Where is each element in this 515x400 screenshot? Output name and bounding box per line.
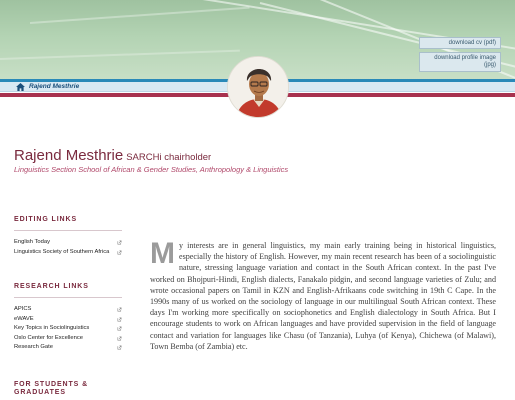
sidebar-link-oslo-center[interactable] [14,334,122,344]
research-links-heading: RESEARCH LINKS [14,283,122,298]
sidebar-link-label: APICS [14,306,32,312]
sidebar-link-english-today[interactable] [14,238,122,248]
profile-avatar [227,56,289,118]
research-links-list [14,305,122,353]
external-link-icon [117,317,122,322]
profile-photo [228,57,289,118]
external-link-icon [117,307,122,312]
sidebar-link-label: Linguistics Society of Southern Africa [14,248,110,255]
sidebar-link-ewave[interactable] [14,315,122,325]
research-intro [150,237,496,352]
sidebar-link-key-topics[interactable] [14,324,122,334]
profile-name-line [14,147,211,166]
students-heading [14,381,122,397]
external-link-icon [117,250,122,255]
sidebar-link-label: English Today [14,239,50,245]
editing-links-heading: EDITING LINKS [14,216,122,231]
breadcrumb-current[interactable]: Rajend Mesthrie [29,83,80,90]
external-link-icon [117,336,122,341]
profile-role: SARCHi chairholder [126,152,212,163]
external-link-icon [117,326,122,331]
sidebar-link-label: Key Topics in Sociolinguistics [14,325,90,331]
editing-links-list [14,238,122,257]
sidebar-link-label: Oslo Center for Excellence [14,334,83,341]
sidebar-link-research-gate[interactable] [14,343,122,353]
intro-text: y interests are in general linguistics, my main early training being in historical linguistics, especially the history of English. However, my main recent research has been of a sociolinguistic nature, stressing language variation and contact in the South African context. In the past I've worked on Bhojpuri-Hindi, English dialects, Fanakalo pidgin, and second language varieties of Zulu; and wrote occasional papers on Tamil in KZN and English-Afrikaans code switching in 19th C Cape. In the 1990s many of us worked on the sociology of language in our multilingual South African context. These days I'm working more specifically on sociophonetics and English dialectology in South Africa. But I encourage students to work on African languages and have provided supervision in the field of language contact and variation for languages like Chasu (of Tanzania), Luhya (of Kenya), Chichewa (of Malawi), Town Bemba (of Zambia) etc. [150,241,496,351]
sidebar-link-label: Research Gate [14,344,53,350]
sidebar-link-label: eWAVE [14,315,34,322]
banner-field-line [30,7,250,24]
sidebar-link-lssa[interactable] [14,248,122,258]
external-link-icon [117,240,122,245]
profile-name: Rajend Mesthrie [14,147,124,164]
sidebar-link-apics[interactable] [14,305,122,315]
home-icon[interactable] [16,83,25,91]
drop-cap: M [150,237,175,270]
students-heading-line1: FOR STUDENTS & [14,381,89,388]
students-heading-line2: GRADUATES [14,389,66,396]
download-image-format: (jpg) [483,62,496,68]
download-cv-button[interactable] [419,37,501,49]
download-image-label: download profile image [434,55,496,61]
external-link-icon [117,345,122,350]
download-cv-label: download cv (pdf) [448,40,496,46]
download-profile-image-button[interactable] [419,52,501,72]
profile-affiliation: Linguistics Section School of African & Gender Studies, Anthropology & Linguistics [14,165,289,174]
banner-field-line [0,50,240,60]
